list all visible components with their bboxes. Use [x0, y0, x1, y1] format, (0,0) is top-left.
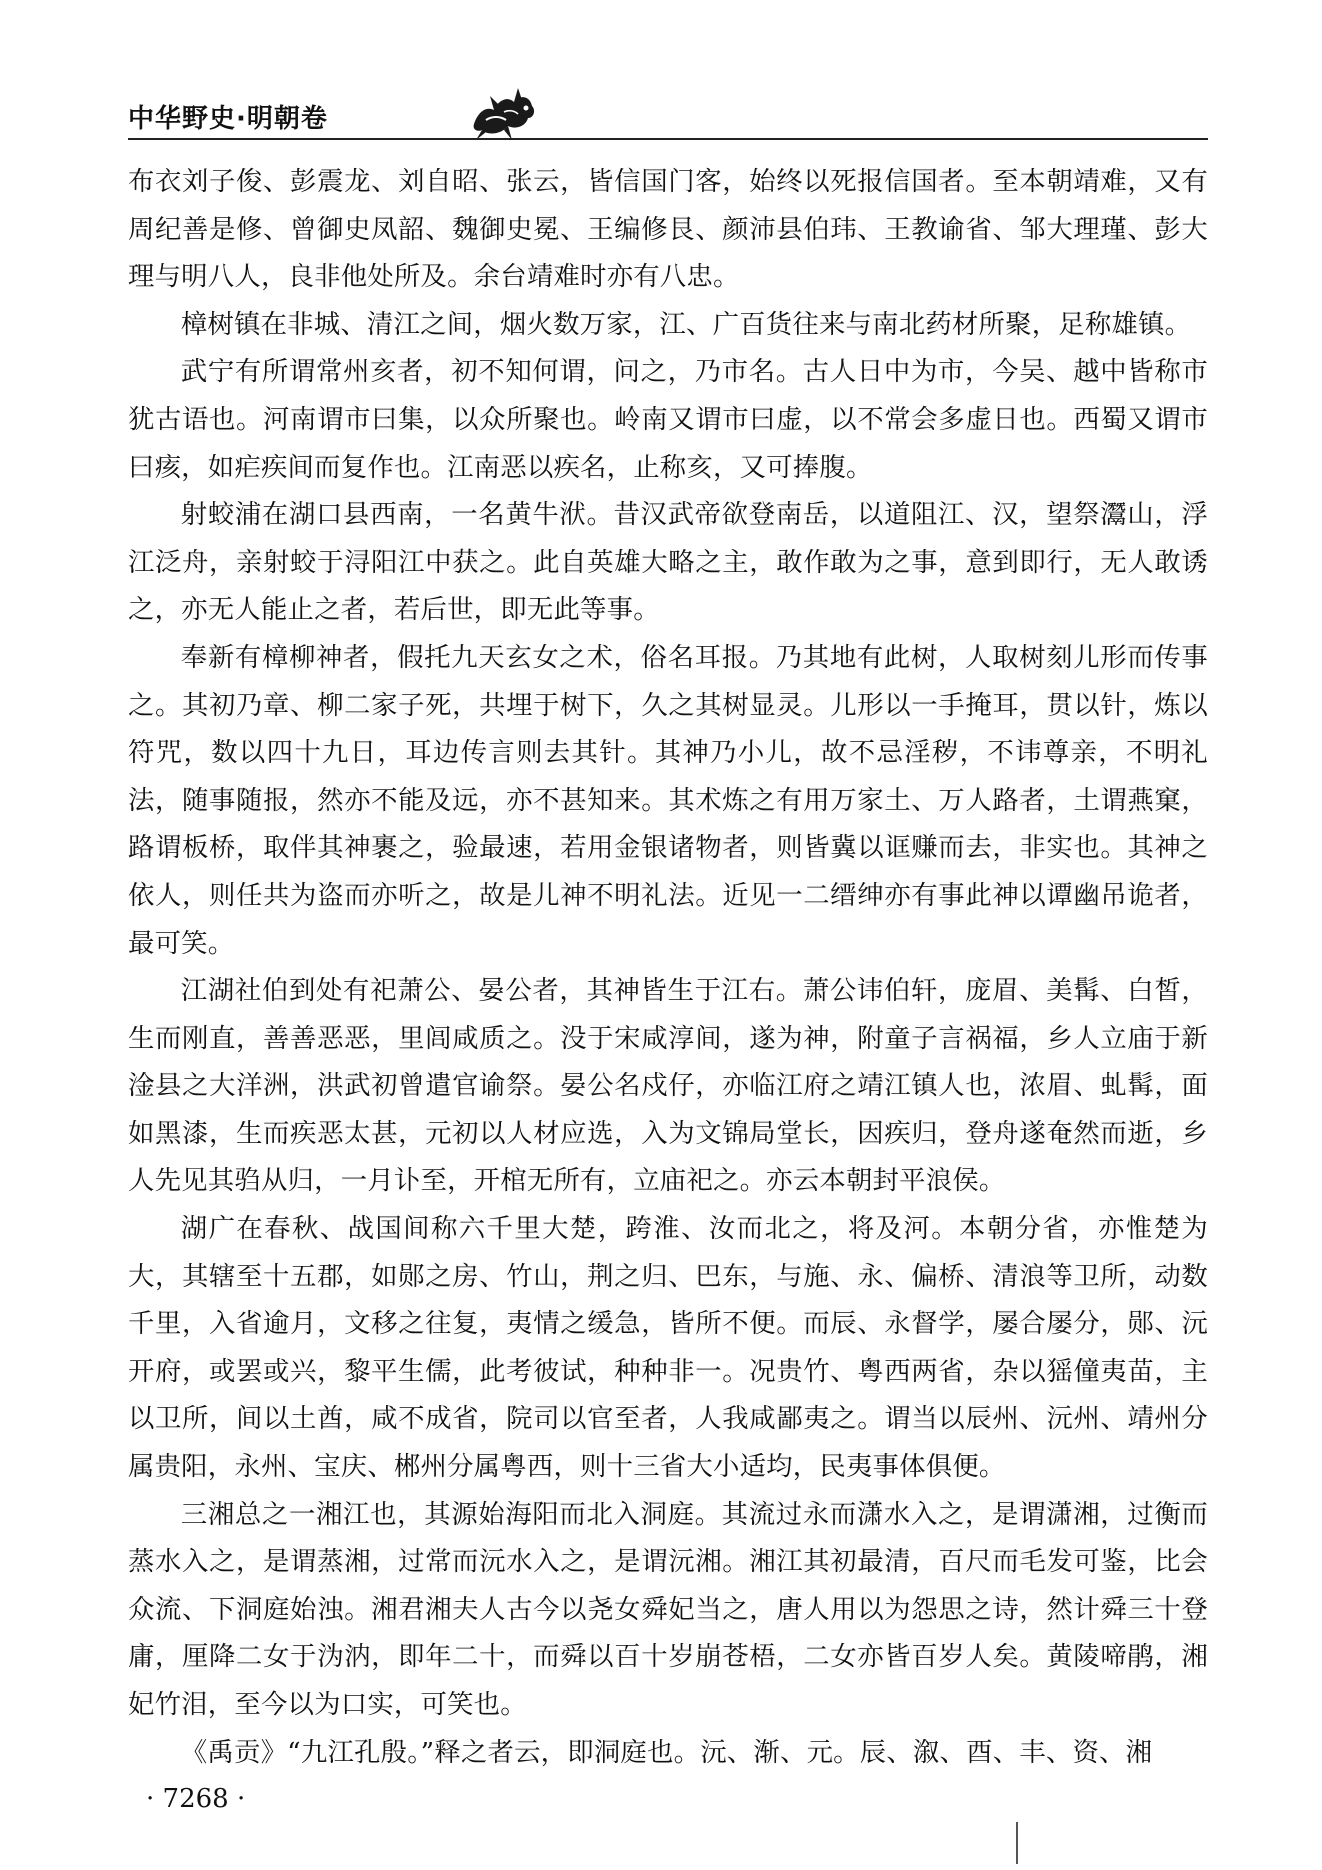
- paragraph: 布衣刘子俊、彭震龙、刘自昭、张云，皆信国门客，始终以死报信国者。至本朝靖难，又有周纪善是修、曾御史凤韶、魏御史冕、王编修艮、颜沛县伯玮、王教谕省、邹大理瑾、彭大理与明八人，良非他处所及。余台靖难时亦有八忠。: [128, 166, 1208, 293]
- running-header: [128, 92, 1208, 144]
- dragon-ornament-icon: [468, 84, 540, 142]
- paragraph: 樟树镇在非城、清江之间，烟火数万家，江、广百货往来与南北药材所聚，足称雄镇。: [180, 308, 1192, 340]
- body-text: [128, 158, 1208, 1776]
- paragraph: 湖广在春秋、战国间称六千里大楚，跨淮、汝而北之，将及河。本朝分省，亦惟楚为大，其辖至十五郡，如郧之房、竹山，荆之归、巴东，与施、永、偏桥、清浪等卫所，动数千里，入省逾月，文移之往复，夷情之缓急，皆所不便。而辰、永督学，屡合屡分，郧、沅开府，或罢或兴，黎平生儒，此考彼试，种种非一。况贵竹、粤西两省，杂以猺僮夷苗，主以卫所，间以土酋，咸不成省，院司以官至者，人我咸鄙夷之。谓当以辰州、沅州、靖州分属贵阳，永州、宝庆、郴州分属粤西，则十三省大小适均，民夷事体俱便。: [128, 1213, 1208, 1483]
- page-number: · 7268 ·: [146, 1784, 246, 1814]
- paragraph: 江湖社伯到处有祀萧公、晏公者，其神皆生于江右。萧公讳伯轩，庞眉、美髯、白皙，生而刚直，善善恶恶，里闾咸质之。没于宋咸淳间，遂为神，附童子言祸福，乡人立庙于新淦县之大洋洲，洪武初曾遣官谕祭。晏公名戍仔，亦临江府之靖江镇人也，浓眉、虬髯，面如黑漆，生而疾恶太甚，元初以人材应选，入为文锦局堂长，因疾归，登舟遂奄然而逝，乡人先见其驺从归，一月讣至，开棺无所有，立庙祀之。亦云本朝封平浪侯。: [128, 975, 1208, 1197]
- book-title: 中华野史·明朝卷: [128, 104, 328, 134]
- fold-mark: [1016, 1822, 1018, 1864]
- paragraph: 奉新有樟柳神者，假托九天玄女之术，俗名耳报。乃其地有此树，人取树刻儿形而传事之。其初乃章、柳二家子死，共埋于树下，久之其树显灵。儿形以一手掩耳，贯以针，炼以符咒，数以四十九日，耳边传言则去其针。其神乃小儿，故不忌淫秽，不讳尊亲，不明礼法，随事随报，然亦不能及远，亦不甚知来。其术炼之有用万家土、万人路者，土谓燕窠，路谓板桥，取伴其神裹之，验最速，若用金银诸物者，则皆冀以诓赚而去，非实也。其神之依人，则任共为盗而亦听之，故是儿神不明礼法。近见一二缙绅亦有事此神以谭幽吊诡者，最可笑。: [128, 641, 1208, 959]
- paragraph: 武宁有所谓常州亥者，初不知何谓，问之，乃市名。古人日中为市，今吴、越中皆称市犹古语也。河南谓市曰集，以众所聚也。岭南又谓市曰虚，以不常会多虚日也。西蜀又谓市曰痎，如疟疾间而复作也。江南恶以疾名，止称亥，又可捧腹。: [128, 356, 1208, 483]
- header-rule: [128, 138, 1208, 140]
- paragraph: 《禹贡》“九江孔殷。”释之者云，即洞庭也。沅、渐、元。辰、溆、酉、丰、资、湘: [180, 1736, 1153, 1768]
- paragraph: 射蛟浦在湖口县西南，一名黄牛洑。昔汉武帝欲登南岳，以道阻江、汉，望祭灊山，浮江泛舟，亲射蛟于浔阳江中获之。此自英雄大略之主，敢作敢为之事，意到即行，无人敢诱之，亦无人能止之者，若后世，即无此等事。: [128, 499, 1208, 626]
- paragraph: 三湘总之一湘江也，其源始海阳而北入洞庭。其流过永而潇水入之，是谓潇湘，过衡而蒸水入之，是谓蒸湘，过常而沅水入之，是谓沅湘。湘江其初最清，百尺而毛发可鉴，比会众流、下洞庭始浊。湘君湘夫人古今以尧女舜妃当之，唐人用以为怨思之诗，然计舜三十登庸，厘降二女于沩汭，即年二十，而舜以百十岁崩苍梧，二女亦皆百岁人矣。黄陵啼鹃，湘妃竹泪，至今以为口实，可笑也。: [128, 1498, 1208, 1720]
